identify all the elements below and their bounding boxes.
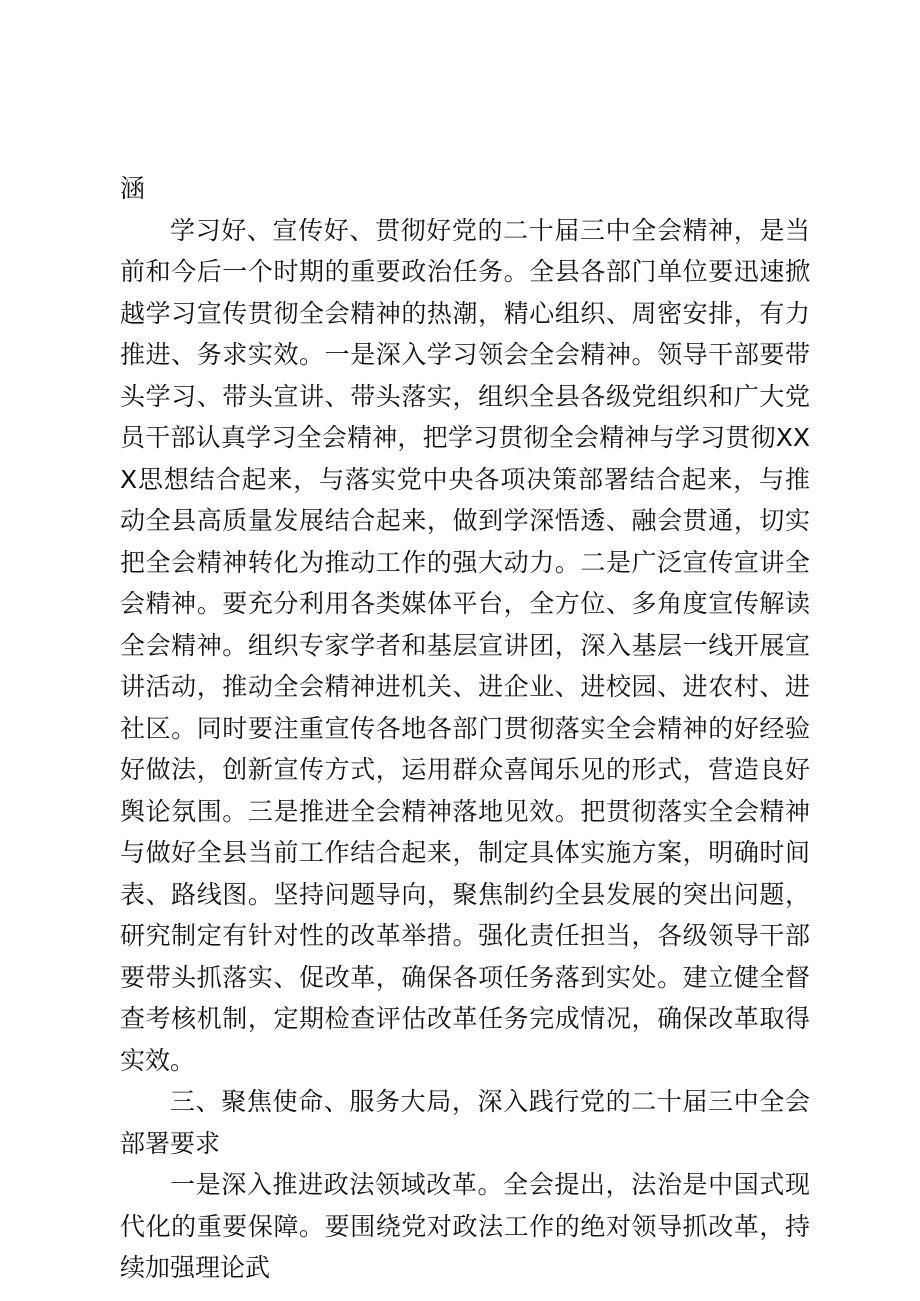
- paragraph-study-spirit: 学习好、宣传好、贯彻好党的二十届三中全会精神，是当前和今后一个时期的重要政治任务。全县各部门单位要迅速掀越学习宣传贯彻全会精神的热潮，精心组织、周密安排，有力推进、务求实效。一是深入学习领会全会精神。领导干部要带头学习、带头宣讲、带头落实，组织全县各级党组织和广大党员干部认真学习全会精神，把学习贯彻全会精神与学习贯彻XXX思想结合起来，与落实党中央各项决策部署结合起来，与推动全县高质量发展结合起来，做到学深悟透、融会贯通，切实把全会精神转化为推动工作的强大动力。二是广泛宣传宣讲全会精神。要充分利用各类媒体平台，全方位、多角度宣传解读全会精神。组织专家学者和基层宣讲团，深入基层一线开展宣讲活动，推动全会精神进机关、进企业、进校园、进农村、进社区。同时要注重宣传各地各部门贯彻落实全会精神的好经验好做法，创新宣传方式，运用群众喜闻乐见的形式，营造良好舆论氛围。三是推进全会精神落地见效。把贯彻落实全会精神与做好全县当前工作结合起来，制定具体实施方案，明确时间表、路线图。坚持问题导向，聚焦制约全县发展的突出问题，研究制定有针对性的改革举措。强化责任担当，各级领导干部要带头抓落实、促改革，确保各项任务落到实处。建立健全督查考核机制，定期检查评估改革任务完成情况，确保改革取得实效。: [120, 215, 810, 1075]
- paragraph-continuation: 涵: [120, 174, 146, 203]
- paragraph-legal-reform: 一是深入推进政法领域改革。全会提出，法治是中国式现代化的重要保障。要围绕党对政法工作的绝对领导抓改革，持续加强理论武: [120, 1170, 810, 1282]
- document-body: [120, 168, 810, 1289]
- section-heading-3: 三、聚焦使命、服务大局，深入践行党的二十届三中全会部署要求: [120, 1087, 810, 1158]
